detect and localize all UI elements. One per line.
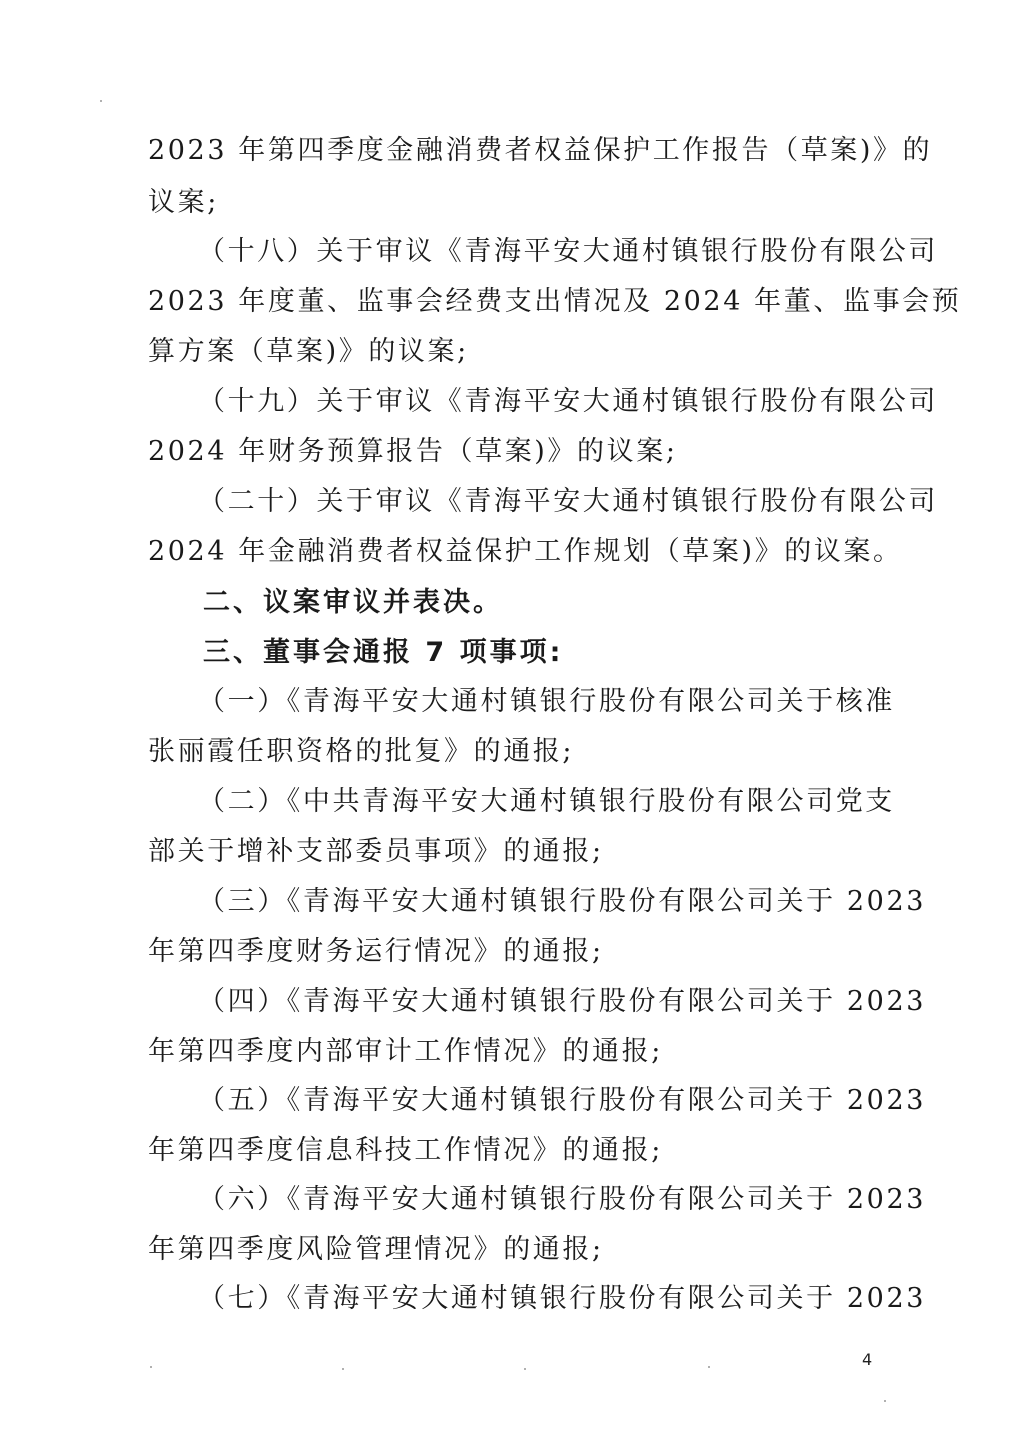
scan-speck	[100, 100, 102, 102]
text-line-1: 2023 年第四季度金融消费者权益保护工作报告（草案)》的	[148, 135, 933, 166]
page-number: 4	[862, 1350, 873, 1369]
text-line-19: 年第四季度内部审计工作情况》的通报;	[148, 1036, 663, 1067]
text-line-4: 2023 年度董、监事会经费支出情况及 2024 年董、监事会预	[148, 286, 962, 317]
text-line-15: 部关于增补支部委员事项》的通报;	[148, 836, 604, 867]
text-line-7: 2024 年财务预算报告（草案)》的议案;	[148, 436, 678, 467]
text-line-20: （五）《青海平安大通村镇银行股份有限公司关于 2023	[198, 1085, 926, 1116]
scan-speck	[884, 1400, 886, 1402]
section-heading-3: 三、董事会通报 7 项事项:	[203, 637, 564, 668]
scan-speck	[342, 1368, 344, 1370]
text-line-14: （二）《中共青海平安大通村镇银行股份有限公司党支	[198, 786, 895, 817]
section-heading-2: 二、议案审议并表决。	[203, 587, 503, 618]
text-line-6: （十九）关于审议《青海平安大通村镇银行股份有限公司	[198, 386, 938, 417]
text-line-23: 年第四季度风险管理情况》的通报;	[148, 1234, 604, 1265]
text-line-5: 算方案（草案)》的议案;	[148, 336, 469, 367]
text-line-9: 2024 年金融消费者权益保护工作规划（草案)》的议案。	[148, 536, 903, 567]
text-line-16: （三）《青海平安大通村镇银行股份有限公司关于 2023	[198, 886, 926, 917]
text-line-22: （六）《青海平安大通村镇银行股份有限公司关于 2023	[198, 1184, 926, 1215]
text-line-12: （一）《青海平安大通村镇银行股份有限公司关于核准	[198, 686, 895, 717]
scan-speck	[150, 1366, 152, 1368]
text-line-2: 议案;	[148, 187, 219, 218]
text-line-18: （四）《青海平安大通村镇银行股份有限公司关于 2023	[198, 986, 926, 1017]
text-line-21: 年第四季度信息科技工作情况》的通报;	[148, 1135, 663, 1166]
scan-speck	[708, 1366, 710, 1368]
text-line-24: （七）《青海平安大通村镇银行股份有限公司关于 2023	[198, 1283, 926, 1314]
text-line-3: （十八）关于审议《青海平安大通村镇银行股份有限公司	[198, 236, 938, 267]
text-line-13: 张丽霞任职资格的批复》的通报;	[148, 736, 575, 767]
text-line-8: （二十）关于审议《青海平安大通村镇银行股份有限公司	[198, 486, 938, 517]
text-line-17: 年第四季度财务运行情况》的通报;	[148, 936, 604, 967]
scan-speck	[524, 1368, 526, 1370]
